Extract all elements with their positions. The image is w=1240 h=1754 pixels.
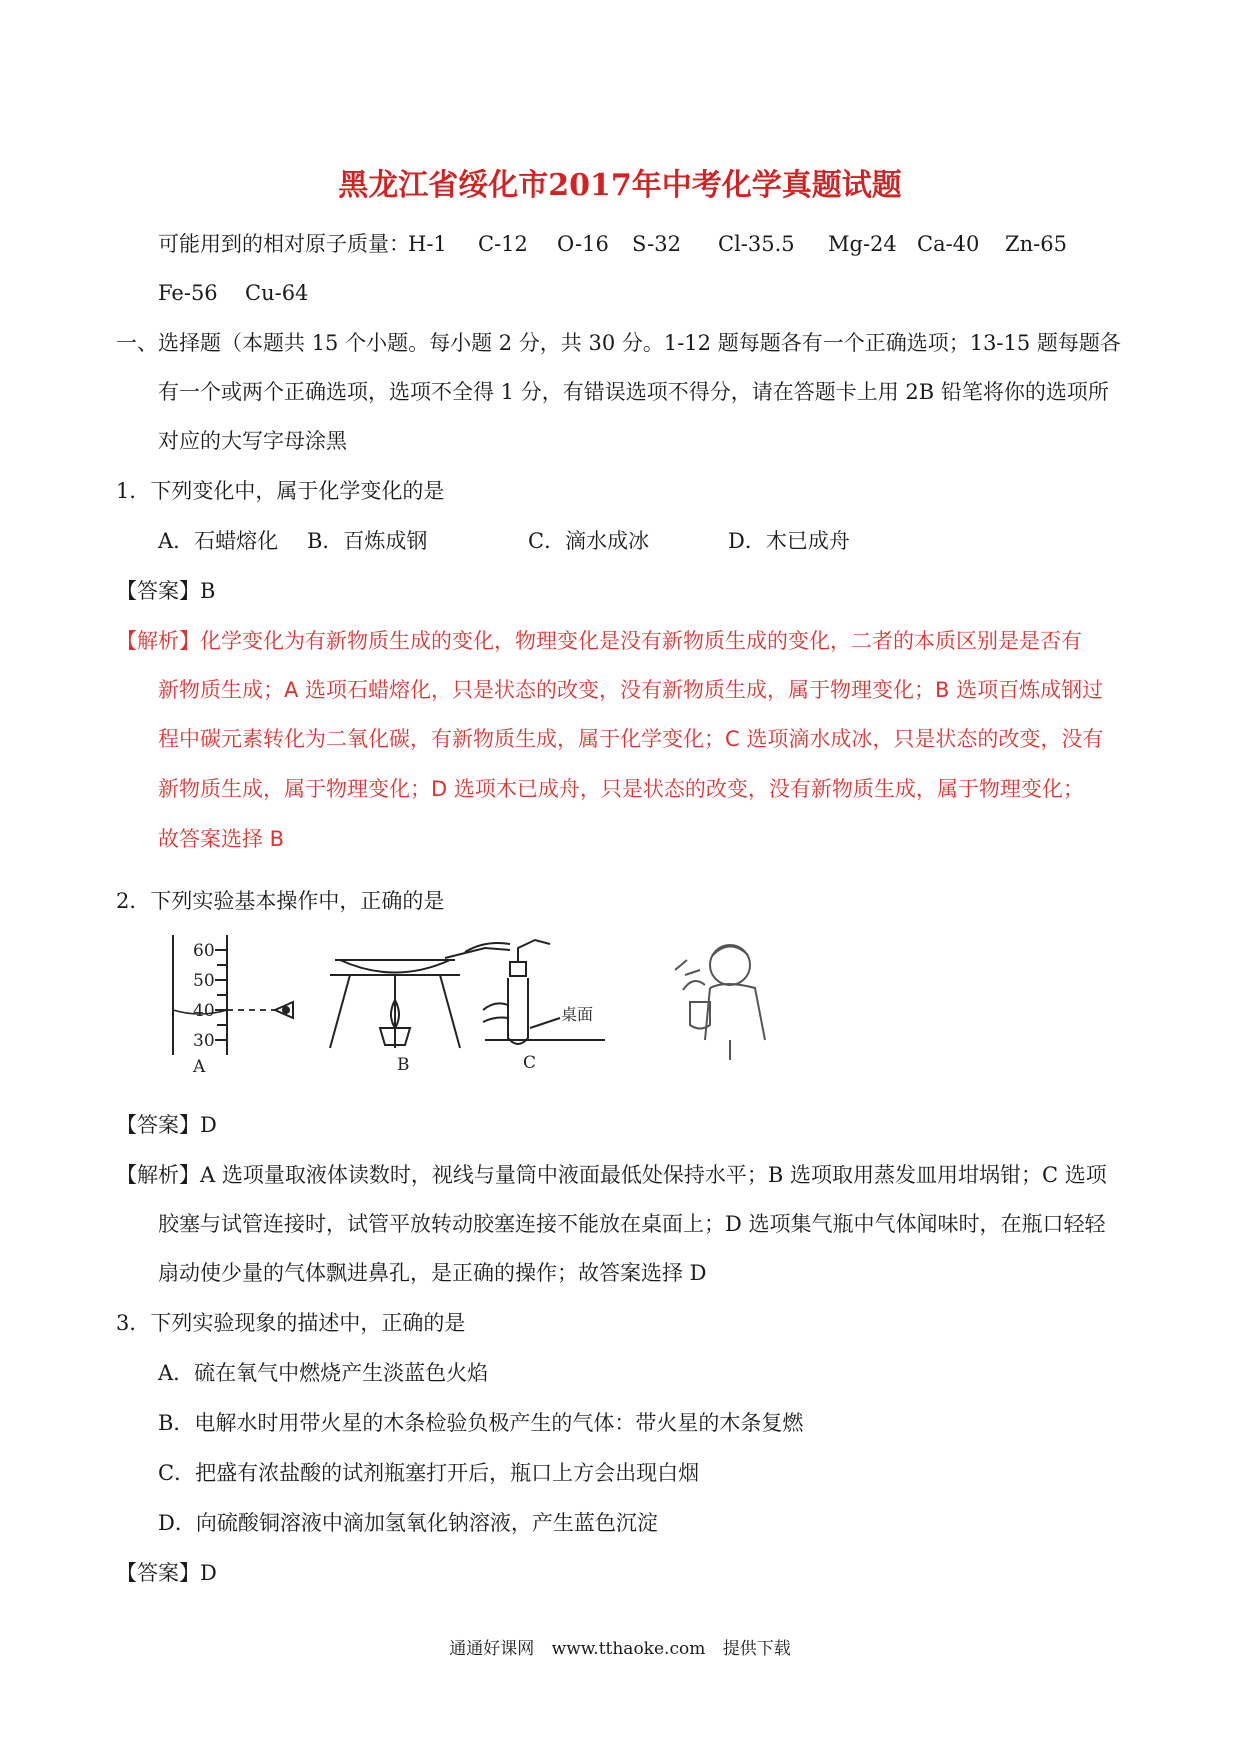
atomic-mass-item: Ca-40 [917,232,980,256]
figure-label-a: A [193,1057,206,1075]
desk-label: 桌面 [561,1005,594,1024]
q2-analysis-label: 【解析】 [116,1163,200,1187]
q3-option-b: B．电解水时用带火星的木条检验负极产生的气体：带火星的木条复燃 [158,1411,804,1435]
q1-analysis-line: 故答案选择 B [158,827,285,851]
q1-analysis-line: 化学变化为有新物质生成的变化，物理变化是没有新物质生成的变化，二者的本质区别是是否有 [200,629,1082,653]
q3-answer: 【答案】D [116,1561,217,1585]
q1-answer: 【答案】B [116,579,216,603]
atomic-mass-item: Zn-65 [1005,232,1067,256]
figure-d-smelling-gas [675,945,765,1060]
atomic-mass-item: C-12 [478,232,528,256]
section-heading-cont: 对应的大写字母涂黑 [158,429,347,453]
q3-option-c: C．把盛有浓盐酸的试剂瓶塞打开后，瓶口上方会出现白烟 [158,1461,700,1485]
q1-option-b: B．百炼成钢 [307,529,428,553]
footer-url[interactable]: www.tthaoke.com [551,1639,706,1659]
question-1-stem: 1．下列变化中，属于化学变化的是 [116,479,445,503]
question-3-stem: 3．下列实验现象的描述中，正确的是 [116,1311,466,1335]
atomic-mass-item: H-1 [408,232,447,256]
atomic-mass-item: Mg-24 [828,232,897,256]
q3-option-d: D．向硫酸铜溶液中滴加氢氧化钠溶液，产生蓝色沉淀 [158,1511,658,1535]
figure-a-cylinder-reading [173,935,293,1055]
figure-b-evaporation [330,943,510,1048]
footer-site-name: 通通好课网 [449,1639,535,1659]
cylinder-tick-label: 30 [193,1031,215,1051]
atomic-mass-item: S-32 [632,232,681,256]
q1-option-d: D．木已成舟 [728,529,850,553]
q3-option-a: A．硫在氧气中燃烧产生淡蓝色火焰 [158,1361,489,1385]
q1-analysis-line: 新物质生成，属于物理变化；D 选项木已成舟，只是状态的改变，没有新物质生成，属于物理变化； [158,777,1084,801]
cylinder-tick-label: 60 [193,941,215,961]
q1-analysis-line: 新物质生成；A 选项石蜡熔化，只是状态的改变，没有新物质生成，属于物理变化；B 选项百炼成钢过 [158,678,1104,702]
q1-analysis-label: 【解析】 [116,629,200,653]
q1-option-a: A．石蜡熔化 [158,529,279,553]
q1-option-c: C．滴水成冰 [528,529,650,553]
q2-answer: 【答案】D [116,1113,217,1137]
atomic-mass-item: Cu-64 [245,281,309,305]
page-footer [0,1634,1240,1659]
lab-operations-figure [165,930,865,1075]
cylinder-tick-label: 50 [193,971,215,991]
atomic-mass-label: 可能用到的相对原子质量： [158,232,410,256]
q1-analysis-line: 程中碳元素转化为二氧化碳，有新物质生成，属于化学变化；C 选项滴水成冰，只是状态的改变，没有 [158,727,1104,751]
figure-c-test-tube [483,940,605,1044]
atomic-mass-item: O-16 [557,232,609,256]
question-2-stem: 2．下列实验基本操作中，正确的是 [116,889,445,913]
q2-analysis-line: 扇动使少量的气体飘进鼻孔，是正确的操作；故答案选择 D [158,1261,707,1285]
atomic-mass-item: Fe-56 [158,281,218,305]
cylinder-tick-label: 40 [193,1001,215,1021]
lab-figure-svg [165,930,865,1075]
section-heading-cont: 有一个或两个正确选项，选项不全得 1 分，有错误选项不得分，请在答题卡上用 2B 铅笔将你的选项所 [158,380,1109,404]
q2-analysis-line: 胶塞与试管连接时，试管平放转动胶塞连接不能放在桌面上；D 选项集气瓶中气体闻味时，在瓶口轻轻 [158,1212,1106,1236]
atomic-mass-item: Cl-35.5 [718,232,795,256]
footer-tail: 提供下载 [722,1639,791,1659]
section-heading: 一、选择题（本题共 15 个小题。每小题 2 分，共 30 分。1-12 题每题各有一个正确选项；13-15 题每题各 [116,331,1121,355]
page-title: 黑龙江省绥化市2017年中考化学真题试题 [338,168,902,203]
q2-analysis-line: A 选项量取液体读数时，视线与量筒中液面最低处保持水平；B 选项取用蒸发皿用坩埚钳；C 选项 [200,1163,1107,1187]
figure-label-b: B [397,1055,410,1075]
figure-label-c: C [523,1053,537,1073]
